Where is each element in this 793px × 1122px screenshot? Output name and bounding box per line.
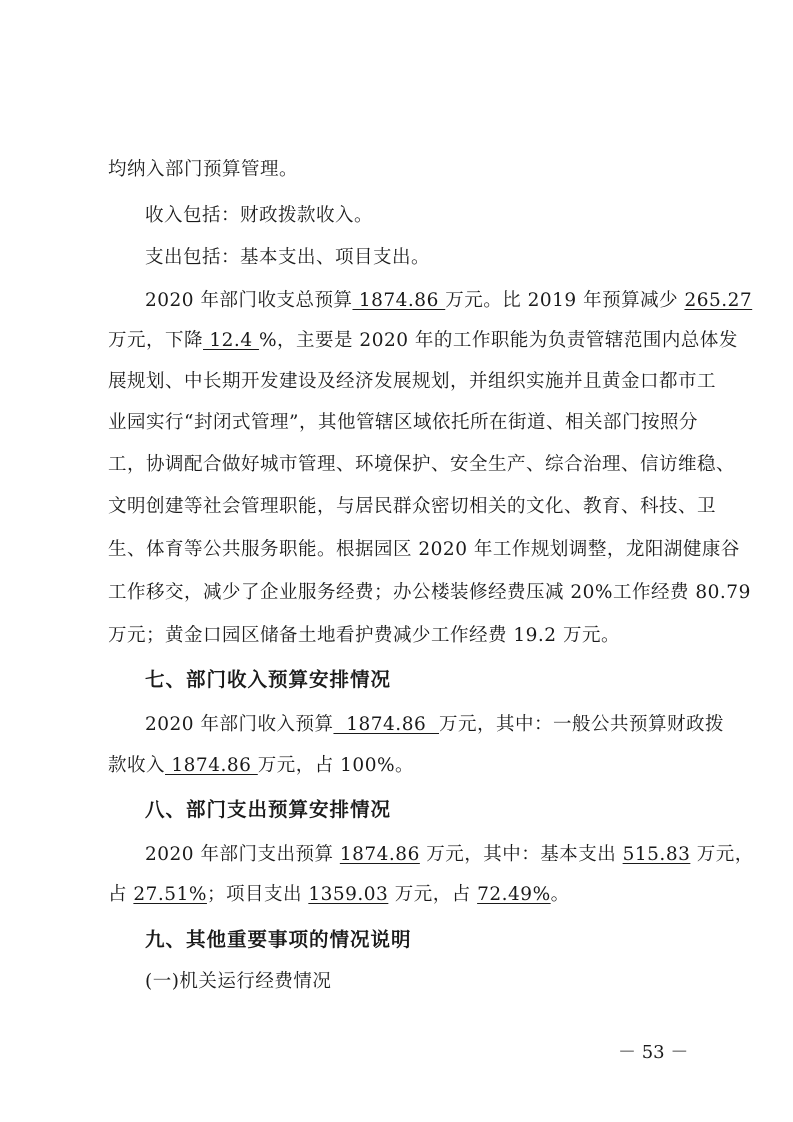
section-heading: 九、其他重要事项的情况说明 — [145, 928, 412, 951]
underlined-value: 1874.86 — [352, 290, 446, 311]
text-span: (一)机关运行经费情况 — [145, 971, 332, 992]
text-span: 万元，占 — [388, 884, 478, 905]
text-span: 占 — [108, 884, 134, 905]
text-span: 万元，其中：一般公共预算财政拨 — [439, 714, 725, 735]
underlined-value: 1359.03 — [308, 884, 389, 905]
paragraph-line — [108, 624, 698, 648]
paragraph-line — [108, 453, 736, 477]
underlined-value: 265.27 — [684, 290, 753, 311]
paragraph-line — [108, 370, 717, 394]
paragraph-line — [108, 158, 698, 182]
section-heading: 八、部门支出预算安排情况 — [145, 798, 392, 821]
paragraph-line — [108, 329, 738, 353]
expense-line — [145, 246, 698, 270]
page-number: － 53 － — [618, 1042, 689, 1063]
paragraph-line — [108, 883, 698, 907]
paragraph-line — [108, 411, 698, 435]
text-span: 工作移交，减少了企业服务经费；办公楼装修经费压减 20%工作经费 80.79 — [108, 582, 751, 603]
text-span: 万元；黄金口园区储备土地看护费减少工作经费 19.2 万元。 — [108, 625, 620, 646]
paragraph-line — [108, 495, 717, 519]
text-span: ；项目支出 — [206, 884, 309, 905]
underlined-value: 12.4 — [203, 330, 259, 351]
paragraph-line — [145, 843, 754, 867]
text-span: 文明创建等社会管理职能，与居民群众密切相关的文化、教育、科技、卫 — [108, 496, 717, 517]
paragraph-line — [108, 581, 751, 605]
underlined-value: 72.49% — [477, 884, 551, 905]
text-span: 2020 年部门收入预算 — [145, 714, 334, 735]
paragraph-line — [108, 538, 740, 562]
text-span: 支出包括：基本支出、项目支出。 — [145, 247, 431, 268]
text-span: 收入包括：财政拨款收入。 — [145, 205, 374, 226]
text-span: 2020 年部门支出预算 — [145, 844, 340, 865]
text-span: 2020 年部门收支总预算 — [145, 290, 353, 311]
income-line — [145, 204, 698, 228]
underlined-value: 1874.86 — [165, 755, 258, 776]
section-heading: 七、部门收入预算安排情况 — [145, 668, 392, 691]
underlined-value: 1874.86 — [339, 844, 420, 865]
text-span: 万元，占 100%。 — [257, 755, 415, 776]
text-span: %，主要是 2020 年的工作职能为负责管辖范围内总体发 — [258, 330, 738, 351]
underlined-value: 27.51% — [133, 884, 207, 905]
paragraph-line — [145, 289, 753, 313]
text-span: 。 — [550, 884, 570, 905]
text-span: 万元， — [690, 844, 754, 865]
subsection-heading — [145, 970, 698, 994]
underlined-value: 1874.86 — [333, 714, 439, 735]
text-span: 工，协调配合做好城市管理、环境保护、安全生产、综合治理、信访维稳、 — [108, 454, 736, 475]
text-span: 万元，其中：基本支出 — [419, 844, 623, 865]
paragraph-line — [108, 754, 698, 778]
underlined-value: 515.83 — [622, 844, 691, 865]
text-span: 款收入 — [108, 755, 166, 776]
paragraph-line — [145, 713, 725, 737]
text-span: 万元。比 2019 年预算减少 — [445, 290, 685, 311]
text-span: 万元，下降 — [108, 330, 204, 351]
text-span: 展规划、中长期开发建设及经济发展规划，并组织实施并且黄金口都市工 — [108, 371, 717, 392]
text-span: 均纳入部门预算管理。 — [108, 159, 299, 180]
text-span: 生、体育等公共服务职能。根据园区 2020 年工作规划调整，龙阳湖健康谷 — [108, 539, 740, 560]
text-span: 业园实行“封闭式管理”，其他管辖区域依托所在街道、相关部门按照分 — [108, 412, 698, 433]
